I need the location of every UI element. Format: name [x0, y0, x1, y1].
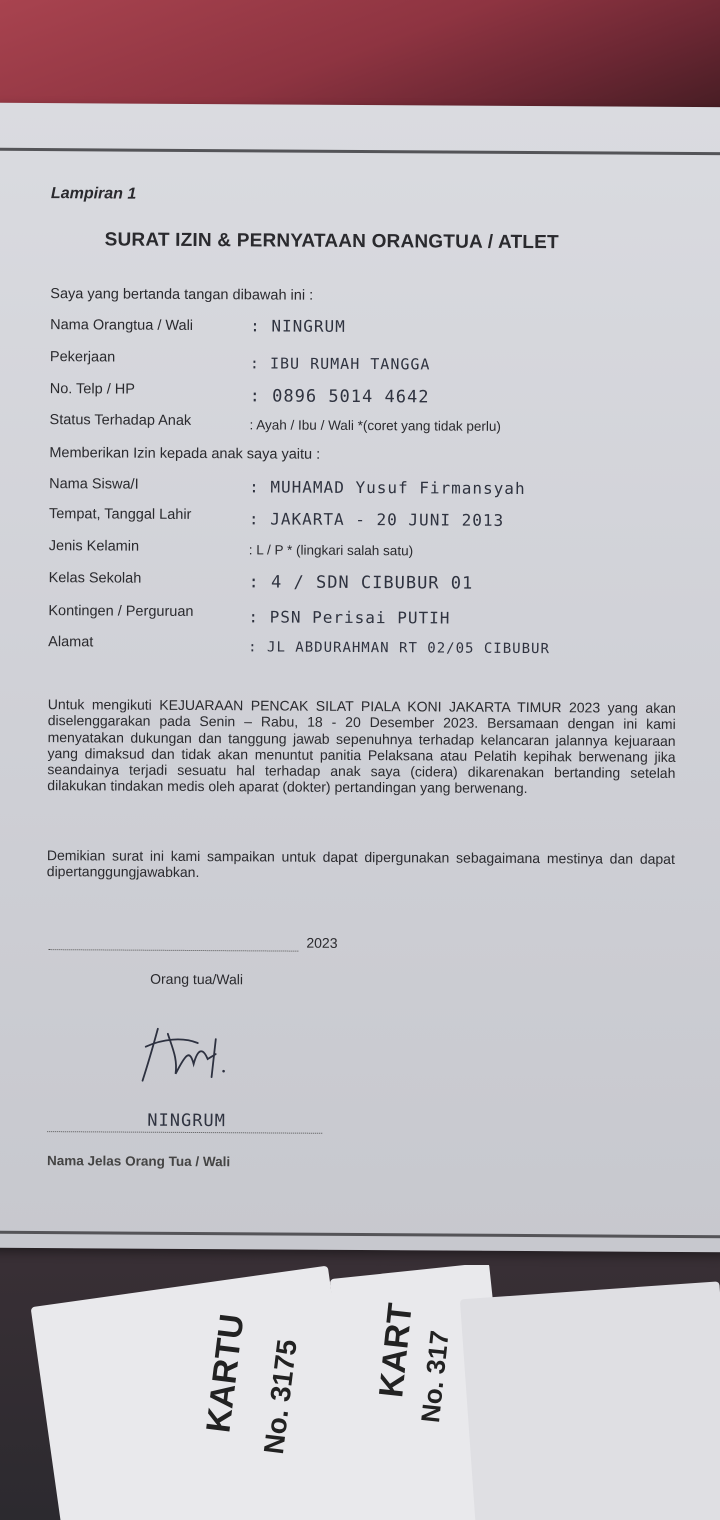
phone-value: : 0896 5014 4642 — [249, 386, 430, 408]
footer-rule — [0, 1231, 720, 1239]
job-value: : IBU RUMAH TANGGA — [249, 354, 431, 374]
status-value: : Ayah / Ibu / Wali *(coret yang tidak perlu) — [249, 417, 501, 434]
job-label: Pekerjaan — [49, 349, 116, 366]
address-value: : JL ABDURAHMAN RT 02/05 CIBUBUR — [248, 639, 550, 658]
status-label: Status Terhadap Anak — [49, 412, 192, 429]
card-left — [31, 1266, 370, 1520]
signer-name: NINGRUM — [147, 1110, 227, 1132]
class-label: Kelas Sekolah — [48, 570, 142, 587]
card-middle-title: KART — [372, 1301, 420, 1400]
card-left-number: No. 3175 — [257, 1337, 303, 1456]
header-rule — [0, 148, 720, 156]
id-cards-area — [0, 1265, 720, 1520]
gender-label: Jenis Kelamin — [48, 538, 140, 555]
class-value: : 4 / SDN CIBUBUR 01 — [248, 572, 474, 594]
signature-role: Orang tua/Wali — [150, 970, 244, 988]
card-right — [460, 1281, 720, 1520]
parent-name-value: : NINGRUM — [250, 316, 346, 336]
card-middle-number: No. 317 — [415, 1329, 455, 1425]
student-name-label: Nama Siswa/I — [49, 476, 139, 493]
parent-name-label: Nama Orangtua / Wali — [50, 317, 194, 334]
statement-paragraph: Untuk mengikuti KEJUARAAN PENCAK SILAT PIALA KONI JAKARTA TIMUR 2023 yang akan diselenggarakan pada Senin – Rabu, 18 - 20 Desember 2023. Bersamaan dengan ini kami menyatakan dukungan dan tanggung jawab sepenuhnya terhadap kelancaran jalannya kejuaraan yang dimaksud dan tidak akan menuntut panitia Pelaksana atau Pelatih kepihak berwenang jika seandainya terjadi sesuatu hal terhadap anak saya (cidera) dikarenakan bertanding setelah dilakukan tindakan medis oleh aparat (dokter) pertandingan yang berwenang. — [47, 696, 676, 797]
signature-date: 2023 — [306, 934, 338, 951]
attachment-label: Lampiran 1 — [50, 185, 137, 203]
gender-value: : L / P * (lingkari salah satu) — [248, 542, 414, 559]
card-left-title: KARTU — [199, 1311, 252, 1435]
name-dotted-line — [47, 1131, 322, 1134]
phone-label: No. Telp / HP — [49, 381, 135, 398]
closing-paragraph: Demikian surat ini kami sampaikan untuk dapat dipergunakan sebagaimana mestinya dan dapat dipertanggungjawabkan. — [46, 847, 675, 881]
intro-text: Saya yang bertanda tangan dibawah ini : — [50, 286, 314, 304]
birth-label: Tempat, Tanggal Lahir — [48, 506, 192, 523]
document-sheet — [0, 103, 720, 1252]
document-title: SURAT IZIN & PERNYATAAN ORANGTUA / ATLET — [104, 229, 559, 254]
birth-value: : JAKARTA - 20 JUNI 2013 — [248, 509, 505, 530]
handwritten-signature — [127, 1019, 237, 1090]
date-dotted-line — [48, 949, 298, 952]
address-label: Alamat — [48, 634, 94, 651]
student-name-value: : MUHAMAD Yusuf Firmansyah — [249, 477, 526, 499]
contingent-label: Kontingen / Perguruan — [48, 603, 194, 620]
permission-intro: Memberikan Izin kepada anak saya yaitu : — [49, 445, 321, 463]
contingent-value: : PSN Perisai PUTIH — [248, 607, 451, 628]
signer-name-caption: Nama Jelas Orang Tua / Wali — [46, 1153, 231, 1170]
